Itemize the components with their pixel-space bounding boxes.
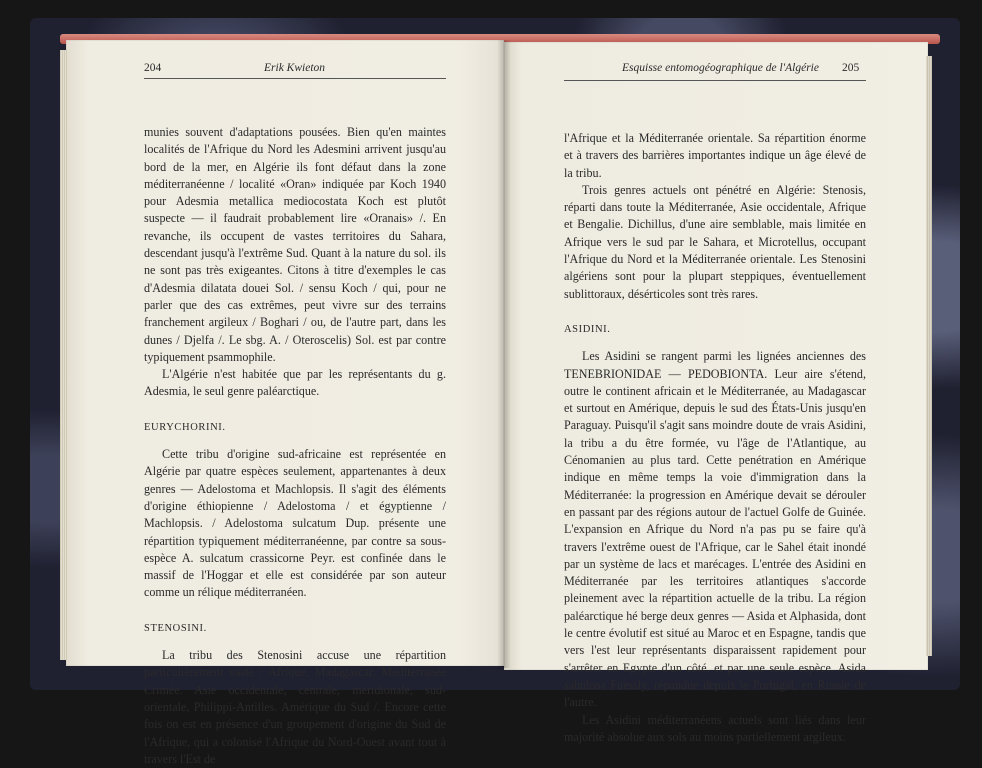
left-paragraph-4: La tribu des Stenosini accuse une répartition particulièrement vaste / Afrique, Madagascar, Méditerranée Crimée. Asie occidentale, centrale, méridionale, sud- orientale, Philippi-Antilles. Amérique du Sud /. Encore cette fois on est en présence d'un groupement d'origine du Sud de l'Afrique, qui a colonisé l'Afrique du Nord-Ouest avant tout à travers l'Est de: [144, 648, 446, 766]
section-heading-eurychorini: EURYCHORINI.: [144, 421, 226, 433]
page-edges-right: [926, 56, 932, 656]
left-paragraph-1: munies souvent d'adaptations pousées. Bien qu'en maintes localités de l'Afrique du Nord les Adesmini arrivent jusqu'au bord de la mer, en Algérie ils font défaut dans la zone méditerranéenne / localité «Oran» indiquée par Koch 1940 pour Adesmia metallica mediocostata Koch est plutôt suspecte — il faudrait probablement lire «Oranais» /. En revanche, ils occupent de vastes territoires du Sahara, descendant jusqu'à l'extrême Sud. Quant à la nature du sol. ils ne sont pas très exigeantes. Citons à titre d'exemples le cas d'Adesmia dilatata douei Sol. / sensu Koch / qui, pour ne parler que des cas extrêmes, peut vivre sur des terrains franchement argileux / Boghari / ou, de l'autre part, dans les dunes / Djelfa /. Le sbg. A. / Oteroscelis) Sol. est par contre typiquement psammophile.: [144, 125, 446, 364]
left-header-rule: [144, 78, 446, 79]
right-page-body: [564, 130, 866, 746]
left-paragraph-3: Cette tribu d'origine sud-africaine est représentée en Algérie par quatre espèces seulement, appartenantes à deux genres — Adelostoma et Machlopsis. Il s'agit des éléments d'origine éthiopienne / Adelostoma / et égyptienne / Machlopsis. / Adelostoma sulcatum Dup. présente une répartition typiquement méditerranéenne, par contre sa sous-espèce A. sulcatum crassicorne Peyr. est confinée dans le massif de l'Hoggar et elle est considérée par son auteur comme un rélique méditerranéen.: [144, 447, 446, 600]
right-paragraph-4: Les Asidini méditerranéens actuels sont liés dans leur majorité absolue aux sols au moins partiellement argileux.: [564, 712, 866, 744]
section-heading-stenosini: STENOSINI.: [144, 622, 207, 634]
left-running-head: Erik Kwieton: [264, 62, 326, 74]
right-paragraph-1: l'Afrique et la Méditerranée orientale. Sa répartition énorme et à travers des barrières importantes indique un âge élevé de la tribu.: [564, 131, 866, 180]
left-page-number: 204: [144, 62, 162, 74]
right-running-head: Esquisse entomogéographique de l'Algérie: [622, 62, 819, 74]
left-paragraph-2: L'Algérie n'est habitée que par les représentants du g. Adesmia, le seul genre paléarctique.: [144, 367, 446, 399]
right-paragraph-2: Trois genres actuels ont pénétré en Algérie: Stenosis, réparti dans toute la Méditerranée, Asie occidentale, Afrique et Bengalie. Dichillus, d'une aire semblable, mais limitée en Afrique vers le sud par le Sahara, et Microtellus, occupant l'Afrique du Nord et la Méditerranée orientale. Les Stenosini algériens sont pour la plupart steppiques, éventuellement sublittoraux, désérticoles sont très rares.: [564, 182, 866, 301]
section-heading-asidini: ASIDINI.: [564, 323, 611, 335]
page-edges-left: [60, 50, 68, 660]
book-gutter: [497, 40, 511, 668]
right-header-rule: [564, 80, 866, 81]
right-paragraph-3: Les Asidini se rangent parmi les lignées anciennes des TENEBRIONIDAE — PEDOBIONTA. Leur aire s'étend, outre le continent africain et le Méditerranée, au Madagascar et surtout en Amérique, depuis le sud des États-Unis jusqu'en Paraguay. Puisqu'il s'agit sans moindre doute de vrais Asidini, la tribu a du être formée, vu l'âge de l'Atlantique, au Cénomanien au plus tard. Cette penétration en Amérique indique en même temps la voie d'immigration dans la Méditerranée: la progression en Amérique devait se dérouler en passant par des régions autour de l'actuel Golfe de Guinée. L'expansion en Afrique du Nord n'a pas pu se faire qu'à travers l'extrême ouest de l'Afrique, car le Sahel était inondé par un système de lacs et marécages. L'entrée des Asidini en Méditerranée par les territoires atlantiques s'accorde pleinement avec la répartition actuelle de la tribu. La région paléarctique hé berge deux genres — Asida et Alphasida, dont le centre évolutif est situé au Maroc et en Espagne, tandis que vers l'est leur représentants disparaissent rapidement pour s'arrêter en Egypte d'un côté, et par une seule espèce, Asida sabulosa Fuessly, répandue depuis le Portugal, en Russie de l'autre.: [564, 349, 866, 710]
right-page-number: 205: [842, 62, 860, 74]
left-page-body: [144, 124, 446, 768]
